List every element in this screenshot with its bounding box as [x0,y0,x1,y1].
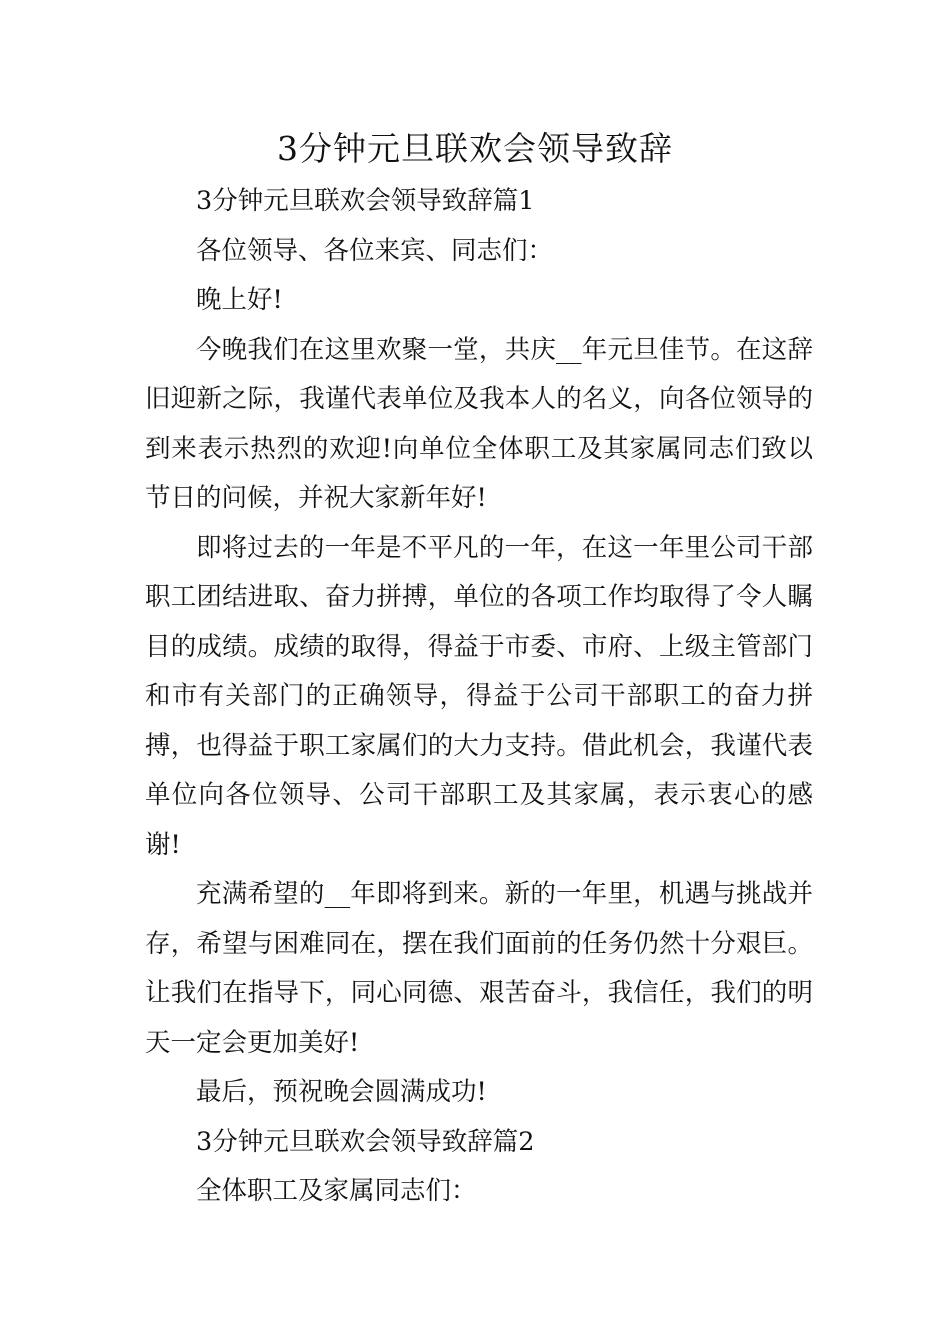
body-paragraph: 今晚我们在这里欢聚一堂，共庆__年元旦佳节。在这辞旧迎新之际，我谨代表单位及我本人的名义，向各位领导的到来表示热烈的欢迎!向单位全体职工及其家属同志们致以节日的问候，并祝大家新年好! [145,334,813,513]
body-paragraph: 即将过去的一年是不平凡的一年，在这一年里公司干部职工团结进取、奋力拼搏，单位的各项工作均取得了令人瞩目的成绩。成绩的取得，得益于市委、市府、上级主管部门和市有关部门的正确领导，得益于公司干部职工的奋力拼搏，也得益于职工家属们的大力支持。借此机会，我谨代表单位向各位领导、公司干部职工及其家属，表示衷心的感谢! [145,532,813,860]
section-heading-2: 3分钟元旦联欢会领导致辞篇2 [196,1126,535,1157]
greeting-paragraph: 晚上好! [196,285,283,315]
salutation-paragraph: 各位领导、各位来宾、同志们： [196,235,554,266]
salutation-paragraph-2: 全体职工及家属同志们： [196,1176,477,1206]
body-paragraph: 充满希望的__年即将到来。新的一年里，机遇与挑战并存，希望与困难同在，摆在我们面前的任务仍然十分艰巨。让我们在指导下，同心同德、艰苦奋斗，我信任，我们的明天一定会更加美好! [145,879,813,1058]
section-heading-1: 3分钟元旦联欢会领导致辞篇1 [196,186,535,216]
document-title: 3分钟元旦联欢会领导致辞 [277,129,673,168]
closing-paragraph: 最后，预祝晚会圆满成功! [196,1077,487,1107]
document-body [145,177,813,1217]
